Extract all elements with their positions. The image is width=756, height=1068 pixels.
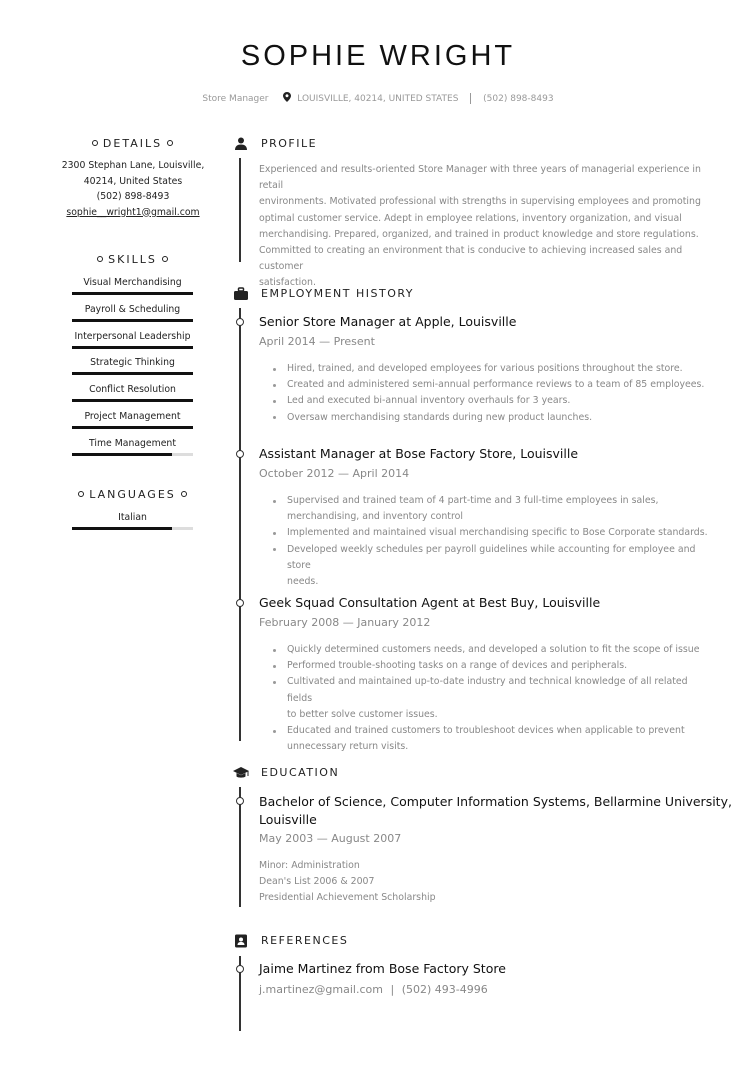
circle-icon [97,256,103,262]
job-bullets [273,493,713,590]
profile-heading: PROFILE [261,137,318,150]
header-phone: (502) 898-8493 [483,93,554,104]
circle-icon [162,256,168,262]
timeline-dot [236,797,244,805]
language-level-fill [72,527,172,530]
degree-title: Bachelor of Science, Computer Information Systems, Bellarmine University, Louisville [259,794,732,827]
skill-level-bar [72,453,193,456]
person-icon [233,136,249,152]
language-level-bar [72,527,193,530]
languages-heading: LANGUAGES [72,488,193,501]
header-divider [470,93,471,104]
profile-timeline-line [239,158,241,262]
list-item: merchandising, and inventory control [287,511,463,523]
education-timeline-line [239,787,241,907]
details-address-line2: 40214, United States [83,175,183,187]
resume-name: SOPHIE WRIGHT [240,40,516,72]
circle-icon [78,491,84,497]
education-heading: EDUCATION [261,766,340,779]
list-item: to better solve customer issues. [287,708,438,720]
skill-level-bar [72,399,193,402]
list-item: Supervised and trained team of 4 part-time and 3 full-time employees in sales, [273,493,713,509]
list-item: Implemented and maintained visual merchandising specific to Bose Corporate standards. [273,525,713,541]
timeline-dot [236,450,244,458]
skill-level-fill [72,453,172,456]
timeline-dot [236,599,244,607]
job-dates: April 2014 — Present [259,335,375,348]
skill-label: Strategic Thinking [90,357,175,369]
timeline-dot [236,318,244,326]
skill-label: Interpersonal Leadership [74,330,191,342]
list-item: Created and administered semi-annual performance reviews to a team of 85 employees. [273,377,713,393]
references-heading: REFERENCES [261,934,349,947]
list-item: Quickly determined customers needs, and developed a solution to fit the scope of issue [273,642,713,658]
header-subline [0,92,756,105]
skill-label: Time Management [89,437,176,449]
skills-heading: SKILLS [72,253,193,266]
reference-contact [259,983,488,996]
list-item: Oversaw merchandising standards during new product launches. [273,410,713,426]
job-title: Geek Squad Consultation Agent at Best Buy, Louisville [259,595,601,610]
list-item: Performed trouble-shooting tasks on a range of devices and peripherals. [273,658,713,674]
employment-heading: EMPLOYMENT HISTORY [261,287,415,300]
circle-icon [92,140,98,146]
list-item: Led and executed bi-annual inventory overhauls for 3 years. [273,393,713,409]
list-item: Educated and trained customers to troubleshoot devices when applicable to prevent [273,723,713,739]
skill-label: Payroll & Scheduling [84,303,181,315]
education-dates: May 2003 — August 2007 [259,832,402,845]
header-job-title: Store Manager [202,93,269,104]
skill-label: Project Management [84,411,181,422]
skill-level-fill [72,319,193,322]
reference-name: Jaime Martinez from Bose Factory Store [259,961,506,976]
circle-icon [181,491,187,497]
skill-level-bar [72,292,193,295]
details-heading: DETAILS [72,137,193,150]
skill-level-fill [72,292,193,295]
skill-level-fill [72,372,193,375]
graduation-cap-icon [233,765,249,781]
education-details: Minor: Administration Dean's List 2006 & 2007 Presidential Achievement Scholarship [259,860,436,904]
header-location: LOUISVILLE, 40214, UNITED STATES [297,93,459,104]
job-bullets [273,361,713,426]
circle-icon [167,140,173,146]
job-title: Senior Store Manager at Apple, Louisville [259,314,517,329]
language-label: Italian [118,512,147,523]
details-address-line1: 2300 Stephan Lane, Louisville, [61,160,205,171]
skill-level-fill [72,346,193,349]
reference-email[interactable]: j.martinez@gmail.com [259,983,383,996]
job-bullets [273,642,713,755]
skill-level-bar [72,346,193,349]
skill-level-bar [72,372,193,375]
details-block [60,158,206,220]
job-title: Assistant Manager at Bose Factory Store, Louisville [259,446,579,461]
employment-timeline-line [239,308,241,741]
list-item: needs. [287,576,319,588]
list-item: Developed weekly schedules per payroll guidelines while accounting for employee and store [273,542,713,574]
skill-label: Visual Merchandising [83,277,182,288]
reference-phone: (502) 493-4996 [401,983,488,996]
briefcase-icon [233,286,249,302]
location-pin-icon [283,92,291,105]
timeline-dot [236,965,244,973]
reference-separator: | [390,983,395,996]
list-item: Hired, trained, and developed employees for various positions throughout the store. [273,361,713,377]
skill-label: Conflict Resolution [89,384,176,396]
skill-level-bar [72,426,193,429]
job-dates: October 2012 — April 2014 [259,467,410,480]
details-phone: (502) 898-8493 [96,191,170,202]
skill-level-fill [72,426,193,429]
skill-level-bar [72,319,193,322]
job-dates: February 2008 — January 2012 [259,616,431,629]
skill-level-fill [72,399,193,402]
list-item: unnecessary return visits. [287,741,409,753]
contact-card-icon [233,933,249,949]
details-email-link[interactable]: sophie__wright1@gmail.com [66,206,200,218]
profile-summary: Experienced and results-oriented Store Manager with three years of managerial experience in retail environments. Motivated professional with strengths in supervising employees and promoting optimal customer service. Adept in employee relations, inventory organization, and visual merchandising. Prepared, organized, and trained in product knowledge and store regulations. Committed to creating an environment that is conducive to achieving increased sales and customer satisfaction. [259,164,701,289]
list-item: Cultivated and maintained up-to-date industry and technical knowledge of all related fields [273,674,713,706]
